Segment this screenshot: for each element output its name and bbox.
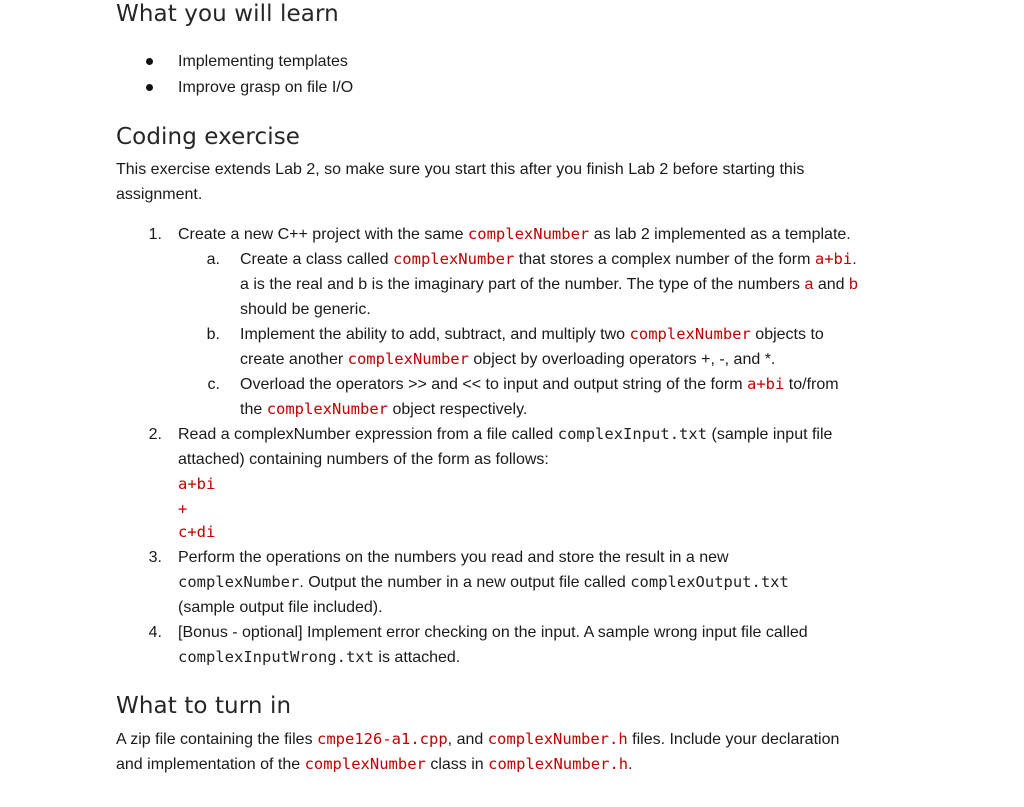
inline-code: complexNumber [266,400,389,418]
exercise-intro-line-1: This exercise extends Lab 2, so make sure you start this after you finish Lab 2 before starting this [116,161,805,178]
inline-code: complexInputWrong.txt [178,648,374,666]
turnin-line-2: and implementation of the complexNumber class in complexNumber.h. [116,755,633,773]
item-2-line-2: attached) containing numbers of the form as follows: [178,451,549,468]
item-1b-line-1: Implement the ability to add, subtract, and multiply two complexNumber objects to [240,325,824,343]
item-2-number: 2. [148,426,162,443]
inline-code: complexNumber [304,755,426,773]
inline-code: cmpe126-a1.cpp [317,730,448,748]
item-3-number: 3. [148,549,162,566]
inline-code: complexNumber.h [488,755,629,773]
turnin-line-1: A zip file containing the files cmpe126-a1.cpp, and complexNumber.h files. Include your declaration [116,730,840,748]
inline-code: complexNumber [178,573,300,591]
code-line-2: + [178,500,188,518]
inline-code: a [804,276,814,293]
item-4-number: 4. [148,624,162,641]
exercise-heading: Coding exercise [116,124,301,150]
inline-code: a+bi [814,250,853,268]
item-1b-line-2: create another complexNumber object by overloading operators +, -, and *. [240,350,776,368]
item-1-line-1: Create a new C++ project with the same complexNumber as lab 2 implemented as a template. [178,225,851,243]
code-line-1: a+bi [178,475,216,493]
inline-code: b [848,276,858,293]
inline-code: complexNumber.h [487,730,628,748]
item-3-line-3: (sample output file included). [178,599,383,616]
item-1c-line-2: the complexNumber object respectively. [240,400,528,418]
item-1-number: 1. [148,226,162,243]
learn-bullet-1: Implementing templates [178,53,348,70]
item-3-line-1: Perform the operations on the numbers you read and store the result in a new [178,549,729,566]
item-3-line-2: complexNumber. Output the number in a new output file called complexOutput.txt [178,573,789,591]
item-1b-label: b. [206,326,220,343]
bullet-icon [146,84,153,91]
inline-code: complexNumber [467,225,590,243]
learn-bullet-2: Improve grasp on file I/O [178,79,354,96]
bullet-icon [146,58,153,65]
turnin-heading: What to turn in [116,693,292,719]
item-1a-line-1: Create a class called complexNumber that stores a complex number of the form a+bi. [240,250,857,268]
item-2-line-1: Read a complexNumber expression from a file called complexInput.txt (sample input file [178,425,833,443]
code-line-3: c+di [178,523,216,541]
item-1a-line-3: should be generic. [240,301,371,318]
item-1c-line-1: Overload the operators >> and << to input and output string of the form a+bi to/from [240,375,839,393]
inline-code: complexNumber [392,250,515,268]
exercise-intro-line-2: assignment. [116,186,203,203]
inline-code: complexInput.txt [557,425,708,443]
item-4-line-1: [Bonus - optional] Implement error checking on the input. A sample wrong input file called [178,624,808,641]
inline-code: a+bi [747,375,785,393]
item-4-line-2: complexInputWrong.txt is attached. [178,648,461,666]
inline-code: complexNumber [629,325,751,343]
learn-heading: What you will learn [116,1,339,27]
item-1a-label: a. [206,251,220,268]
item-1c-label: c. [207,376,220,393]
item-1a-line-2: a is the real and b is the imaginary part of the number. The type of the numbers a and b [240,276,858,293]
inline-code: complexNumber [347,350,469,368]
inline-code: complexOutput.txt [630,573,789,591]
